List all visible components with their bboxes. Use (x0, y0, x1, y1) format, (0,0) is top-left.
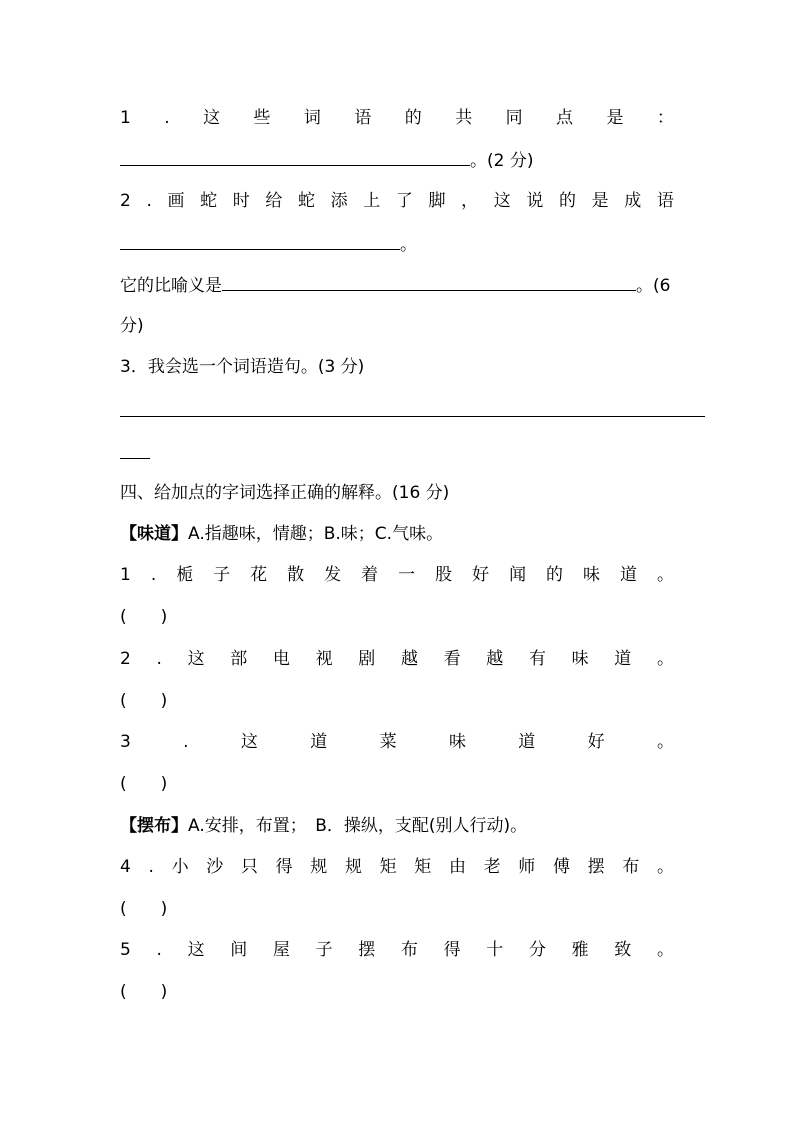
char: 些 (253, 108, 271, 128)
char: . (150, 565, 157, 585)
question-3-line: 3．我会选一个词语造句。(3 分) (120, 357, 365, 377)
char: 。 (656, 857, 674, 877)
char: 的 (404, 108, 422, 128)
meaning-label: 它的比喻义是 (120, 276, 222, 296)
char: 这 (187, 649, 205, 669)
question-1-line (120, 106, 674, 130)
char: 栀 (176, 565, 194, 585)
char: 的 (558, 191, 576, 211)
char: 闻 (509, 565, 527, 585)
char: 由 (448, 857, 466, 877)
char: . (156, 649, 162, 669)
item-1-line (120, 563, 674, 587)
char: 时 (232, 191, 250, 211)
char: 味 (583, 565, 601, 585)
char: ： (656, 108, 674, 128)
char: 道 (614, 649, 632, 669)
item-4-line (120, 855, 674, 879)
char: 味 (571, 649, 589, 669)
char: 添 (330, 191, 348, 211)
item-2-line (120, 647, 674, 671)
char: . (183, 732, 189, 752)
char: 这 (493, 191, 511, 211)
char: 傅 (552, 857, 570, 877)
char: 好 (587, 732, 605, 752)
char: 词 (303, 108, 321, 128)
item-5-paren[interactable]: ( ) (120, 982, 168, 1002)
item-4-paren[interactable]: ( ) (120, 899, 168, 919)
char: 电 (272, 649, 290, 669)
question-2-answer-line (120, 231, 674, 257)
group-2-options (120, 814, 674, 838)
char: 花 (250, 565, 268, 585)
char: 味 (448, 732, 466, 752)
char: 分 (528, 940, 546, 960)
char: . (146, 191, 152, 211)
char: 布 (622, 857, 640, 877)
answer-blank[interactable] (120, 147, 470, 166)
char: 小 (171, 857, 189, 877)
question-1-score: 。(2 分) (470, 151, 534, 171)
char: 蛇 (297, 191, 315, 211)
char: ， (461, 191, 479, 211)
char: 摆 (358, 940, 376, 960)
char: 有 (528, 649, 546, 669)
char: 。 (656, 732, 674, 752)
char: 只 (240, 857, 258, 877)
item-2-paren[interactable]: ( ) (120, 691, 168, 711)
char: 着 (361, 565, 379, 585)
char: 致 (614, 940, 632, 960)
item-3-line (120, 730, 674, 754)
item-5-line (120, 938, 674, 962)
section-4-title: 四、给加点的字词选择正确的解释。(16 分) (120, 483, 450, 503)
char: . (156, 940, 162, 960)
char: 语 (656, 191, 674, 211)
meaning-blank[interactable] (222, 272, 636, 291)
char: 部 (230, 649, 248, 669)
char: 是 (591, 191, 609, 211)
question-2-meaning-line (120, 272, 674, 298)
char: . (164, 108, 170, 128)
char: 成 (624, 191, 642, 211)
char: 师 (518, 857, 536, 877)
char: 矩 (379, 857, 397, 877)
char: 4 (120, 857, 131, 877)
char: 道 (310, 732, 328, 752)
char: 看 (443, 649, 461, 669)
answer-blank[interactable] (120, 231, 400, 250)
char: 语 (354, 108, 372, 128)
char: 间 (230, 940, 248, 960)
char: 。 (657, 565, 674, 585)
char: 视 (315, 649, 333, 669)
char: 的 (546, 565, 564, 585)
char: 股 (435, 565, 453, 585)
char: 沙 (206, 857, 224, 877)
char: 道 (620, 565, 638, 585)
char: 得 (275, 857, 293, 877)
char: 子 (315, 940, 333, 960)
char: 同 (505, 108, 523, 128)
question-1-answer-line (120, 147, 674, 173)
char: 老 (483, 857, 501, 877)
char: 一 (398, 565, 416, 585)
group-1-label: 【味道】 (120, 524, 188, 544)
char: 屋 (272, 940, 290, 960)
char: 这 (203, 108, 221, 128)
char: 1 (120, 108, 131, 128)
char: 了 (395, 191, 413, 211)
item-1-paren[interactable]: ( ) (120, 607, 168, 627)
char: 这 (240, 732, 258, 752)
char: 点 (556, 108, 574, 128)
item-3-paren[interactable]: ( ) (120, 774, 168, 794)
char: 摆 (587, 857, 605, 877)
char: 共 (455, 108, 473, 128)
char: 说 (526, 191, 544, 211)
char: 剧 (358, 649, 376, 669)
char: 上 (363, 191, 381, 211)
char: . (148, 857, 154, 877)
char: 菜 (379, 732, 397, 752)
char: 这 (187, 940, 205, 960)
char: 1 (120, 565, 131, 585)
question-2-meaning-cont: 分) (120, 316, 144, 336)
char: 画 (167, 191, 185, 211)
group-1-options (120, 522, 674, 546)
char: 给 (265, 191, 283, 211)
char: 雅 (571, 940, 589, 960)
char: 十 (486, 940, 504, 960)
char: 是 (606, 108, 624, 128)
char: 。 (656, 940, 674, 960)
question-2-line (120, 189, 674, 213)
char: 散 (287, 565, 305, 585)
char: 越 (486, 649, 504, 669)
char: 发 (324, 565, 342, 585)
char: 得 (443, 940, 461, 960)
group-2-definitions: A.安排，布置； B．操纵，支配(别人行动)。 (188, 816, 528, 836)
char: 5 (120, 940, 131, 960)
char: 越 (400, 649, 418, 669)
char: 道 (518, 732, 536, 752)
char: 。 (656, 649, 674, 669)
char: 脚 (428, 191, 446, 211)
char: 2 (120, 649, 131, 669)
char: 规 (310, 857, 328, 877)
group-1-definitions: A.指趣味，情趣；B.味；C.气味。 (188, 524, 444, 544)
question-2-tail: 。 (400, 235, 417, 255)
answer-rule-cont[interactable] (120, 458, 150, 459)
char: 2 (120, 191, 131, 211)
answer-rule[interactable] (120, 416, 705, 417)
meaning-score: 。(6 (636, 276, 671, 296)
char: 矩 (414, 857, 432, 877)
char: 子 (213, 565, 231, 585)
char: 布 (400, 940, 418, 960)
char: 好 (472, 565, 490, 585)
char: 3 (120, 732, 131, 752)
char: 蛇 (200, 191, 218, 211)
char: 规 (344, 857, 362, 877)
group-2-label: 【摆布】 (120, 816, 188, 836)
